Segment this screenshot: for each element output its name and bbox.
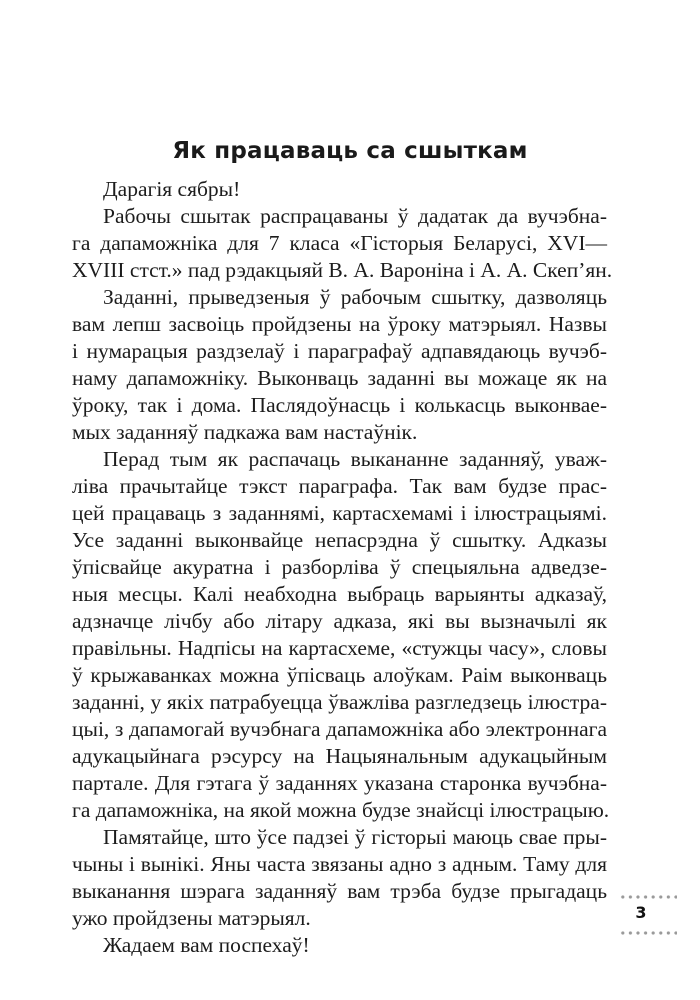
page-number: 3 xyxy=(635,903,647,922)
text-line: заданні, у якіх патрабуецца ўважліва разгледзець ілюстра- xyxy=(72,690,607,714)
text-line: цыі, з дапамогай вучэбнага дапаможніка або электроннага xyxy=(72,717,607,741)
text-line: чыны і вынікі. Яны часта звязаны адно з адным. Таму для xyxy=(72,852,607,876)
text-line: Перад тым як распачаць выкананне заданняў, уваж- xyxy=(103,447,607,471)
text-line: правільны. Надпісы на картасхеме, «стужцы часу», словы xyxy=(72,636,607,660)
body-text xyxy=(72,176,613,959)
text-line: адукацыйнага рэсурсу на Нацыянальным адукацыйным xyxy=(72,744,607,768)
text-line: Заданні, прыведзеныя ў рабочым сшытку, дазволяць xyxy=(103,285,607,309)
text-line: наму дапаможніку. Выконваць заданні вы можаце як на xyxy=(72,366,607,390)
text-line: Рабочы сшытак распрацаваны ў дадатак да вучэбна- xyxy=(103,204,607,228)
text-line: Дарагія сябры! xyxy=(103,177,241,201)
text-line: ныя месцы. Калі неабходна выбраць варыянты адказаў, xyxy=(72,582,607,606)
text-line: ліва прачытайце тэкст параграфа. Так вам будзе прас- xyxy=(72,474,607,498)
page-title: Як працаваць са сшыткам xyxy=(172,138,528,164)
text-line: цей працаваць з заданнямі, картасхемамі і ілюстрацыямі. xyxy=(72,501,607,525)
text-line: ужо пройдзены матэрыял. xyxy=(72,906,311,930)
text-line: адзначце лічбу або літару адказа, які вы вызначылі як xyxy=(72,609,607,633)
dotted-rule-top xyxy=(619,895,677,899)
text-line: XVIII стст.» пад рэдакцыяй В. А. Вароніна і А. А. Скеп’ян. xyxy=(72,258,613,282)
text-line: Жадаем вам поспехаў! xyxy=(103,933,310,957)
text-line: ў крыжаванках можна ўпісваць алоўкам. Раім выконваць xyxy=(72,663,607,687)
text-line: і нумарацыя раздзелаў і параграфаў адпавядаюць вучэб- xyxy=(72,339,607,363)
text-line: га дапаможніка для 7 класа «Гісторыя Беларусі, XVI— xyxy=(72,231,607,255)
text-line: выканання шэрага заданняў вам трэба будзе прыгадаць xyxy=(72,879,607,903)
text-line: ўроку, так і дома. Паслядоўнасць і колькасць выконвае- xyxy=(72,393,607,417)
page-number-box xyxy=(619,895,677,939)
text-line: Усе заданні выконвайце непасрэдна ў сшытку. Адказы xyxy=(72,528,607,552)
text-line: мых заданняў падкажа вам настаўнік. xyxy=(72,420,418,444)
dotted-rule-bottom xyxy=(619,931,677,935)
text-line: Памятайце, што ўсе падзеі ў гісторыі маюць свае пры- xyxy=(103,825,607,849)
text-line: га дапаможніка, на якой можна будзе знайсці ілюстрацыю. xyxy=(72,798,610,822)
text-line: ўпісвайце акуратна і разборліва ў спецыяльна адведзе- xyxy=(72,555,607,579)
text-line: партале. Для гэтага ў заданнях указана старонка вучэбна- xyxy=(72,771,607,795)
text-line: вам лепш засвоіць пройдзены на ўроку матэрыял. Назвы xyxy=(72,312,607,336)
